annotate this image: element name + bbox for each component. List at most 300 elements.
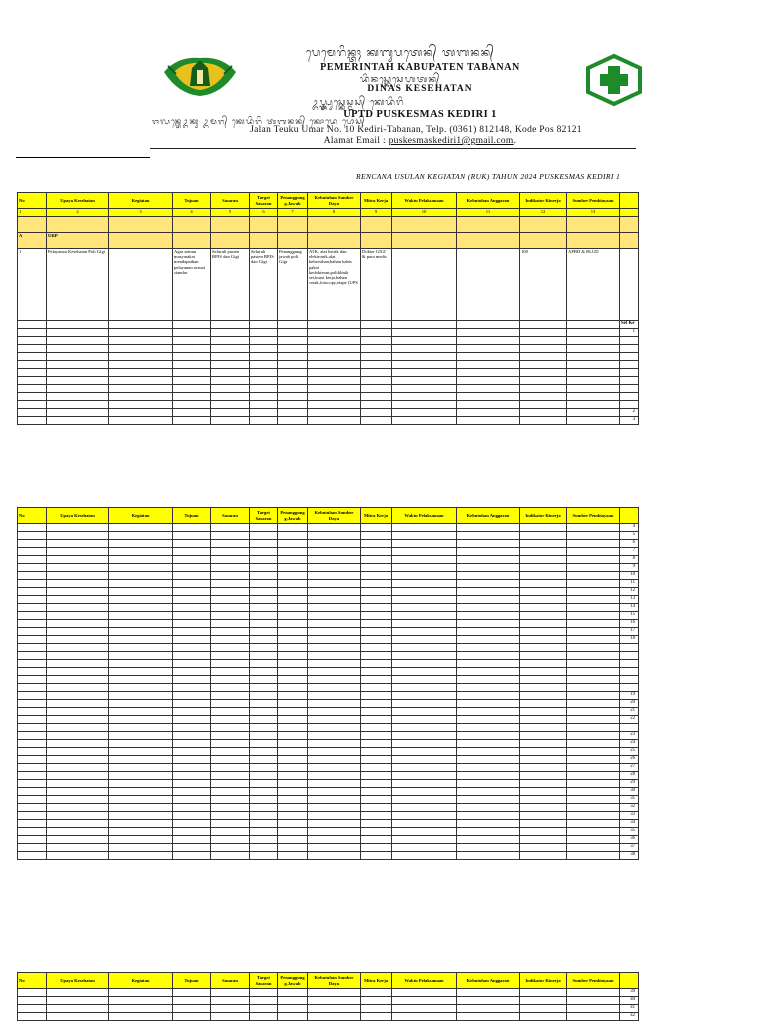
- table-cell: [308, 540, 361, 548]
- table-cell: [211, 1013, 250, 1021]
- table-cell: [250, 700, 278, 708]
- table-cell: [211, 668, 250, 676]
- entry-no: 1: [18, 249, 47, 321]
- table-row: [18, 700, 639, 708]
- letterhead-address: Jalan Teuku Umar No. 10 Kediri-Tabanan, Telp. (0361) 812148, Kode Pos 82121: [250, 125, 582, 135]
- table-cell: [250, 788, 278, 796]
- table-cell: [457, 556, 520, 564]
- table-cell: [173, 796, 211, 804]
- table-cell: [520, 1005, 567, 1013]
- table-cell: [567, 345, 620, 353]
- table-cell: [567, 812, 620, 820]
- table-cell: [361, 369, 392, 377]
- table-cell: [47, 345, 109, 353]
- table-cell: [520, 716, 567, 724]
- table-cell: [250, 1013, 278, 1021]
- table-cell: [278, 989, 308, 997]
- table-cell: [18, 596, 47, 604]
- table-cell: [567, 524, 620, 532]
- table-header-row: [18, 193, 639, 209]
- table-cell: [392, 684, 457, 692]
- table-row: [18, 740, 639, 748]
- table-cell: [520, 321, 567, 329]
- table-cell: [18, 393, 47, 401]
- ruk-table-page-2: [17, 507, 639, 860]
- table-cell: [211, 660, 250, 668]
- table-cell: [308, 321, 361, 329]
- balinese-script-line-4: ᬚᬮᬦ᭄ᬢᬾᬉᬓᬸ ᬉᬫᬭ᭄ ᬓᬾᬤᬶᬭᬶ ᬢᬩᬦᬦ᭄ ᬓᭀᬤᬾ ᬧᭀᬲ᭄: [152, 117, 366, 126]
- table-cell: [520, 820, 567, 828]
- colnum: 4: [173, 209, 211, 217]
- table-cell: [361, 852, 392, 860]
- table-cell: [567, 409, 620, 417]
- table-cell: [211, 361, 250, 369]
- table-cell: [361, 564, 392, 572]
- table-cell: [278, 668, 308, 676]
- table-cell: [308, 748, 361, 756]
- table-cell: [109, 417, 173, 425]
- table-cell: [361, 393, 392, 401]
- table-cell: [173, 321, 211, 329]
- table-cell: [361, 556, 392, 564]
- table-cell: [520, 676, 567, 684]
- table-cell: [567, 852, 620, 860]
- table-cell: [361, 804, 392, 812]
- table-cell: [361, 409, 392, 417]
- table-cell: [520, 572, 567, 580]
- table-cell: [18, 612, 47, 620]
- row-number: 1: [620, 329, 639, 337]
- table-row: [18, 684, 639, 692]
- table-cell: [308, 337, 361, 345]
- table-cell: [109, 780, 173, 788]
- table-cell: [109, 997, 173, 1005]
- table-cell: [18, 345, 47, 353]
- table-row: [18, 393, 639, 401]
- table-cell: [457, 812, 520, 820]
- table-cell: [457, 580, 520, 588]
- letterhead: [0, 0, 768, 160]
- table-cell: [109, 788, 173, 796]
- table-cell: [47, 548, 109, 556]
- table-row: [18, 724, 639, 732]
- table-row: [18, 844, 639, 852]
- row-number: 5: [620, 532, 639, 540]
- table-cell: [392, 409, 457, 417]
- table-cell: [250, 756, 278, 764]
- table-cell: [567, 377, 620, 385]
- table-cell: [392, 660, 457, 668]
- table-cell: [211, 764, 250, 772]
- table-cell: [173, 708, 211, 716]
- table-cell: [18, 756, 47, 764]
- table-row: [18, 620, 639, 628]
- table-cell: [278, 652, 308, 660]
- table-cell: [18, 524, 47, 532]
- header-extra: [620, 973, 639, 989]
- table-cell: [109, 732, 173, 740]
- table-cell: [520, 532, 567, 540]
- table-cell: [392, 361, 457, 369]
- table-row: [18, 652, 639, 660]
- table-cell: [250, 580, 278, 588]
- table-cell: [173, 377, 211, 385]
- table-cell: [520, 524, 567, 532]
- table-cell: [308, 724, 361, 732]
- table-cell: [361, 772, 392, 780]
- table-cell: [457, 353, 520, 361]
- table-cell: [18, 692, 47, 700]
- table-cell: [109, 828, 173, 836]
- table-cell: [392, 612, 457, 620]
- header-ksd: Kebutuhan Sumber Daya: [308, 973, 361, 989]
- table-row: [18, 692, 639, 700]
- section-code: A: [18, 233, 47, 249]
- table-cell: [173, 812, 211, 820]
- table-cell: [392, 604, 457, 612]
- table-cell: [18, 676, 47, 684]
- header-pj: Penanggung g.Jawab: [278, 508, 308, 524]
- table-cell: [109, 345, 173, 353]
- table-cell: [361, 780, 392, 788]
- table-cell: [361, 532, 392, 540]
- row-number: 27: [620, 764, 639, 772]
- table-cell: [278, 756, 308, 764]
- table-cell: [308, 604, 361, 612]
- table-cell: [173, 684, 211, 692]
- table-cell: [47, 409, 109, 417]
- table-cell: [567, 692, 620, 700]
- row-number: [620, 337, 639, 345]
- table-cell: [173, 620, 211, 628]
- table-cell: [173, 548, 211, 556]
- table-row: [18, 361, 639, 369]
- table-cell: [211, 812, 250, 820]
- table-cell: [567, 836, 620, 844]
- email-link[interactable]: puskesmaskediri1@gmail.com: [388, 136, 514, 146]
- table-cell: [457, 596, 520, 604]
- header-mitra: Mitra Kerja: [361, 973, 392, 989]
- table-cell: [250, 345, 278, 353]
- table-cell: [567, 628, 620, 636]
- table-row: [18, 612, 639, 620]
- table-cell: [47, 828, 109, 836]
- table-cell: [361, 620, 392, 628]
- letterhead-rule: [150, 148, 636, 149]
- row-number: [620, 353, 639, 361]
- table-cell: [457, 772, 520, 780]
- table-cell: [278, 321, 308, 329]
- table-cell: [567, 724, 620, 732]
- table-cell: [47, 684, 109, 692]
- table-cell: [18, 644, 47, 652]
- table-cell: [211, 796, 250, 804]
- table-row: [18, 580, 639, 588]
- table-cell: [457, 369, 520, 377]
- row-number: 41: [620, 1005, 639, 1013]
- table-cell: [392, 716, 457, 724]
- header-no: No: [18, 973, 47, 989]
- table-cell: [18, 788, 47, 796]
- table-cell: [392, 588, 457, 596]
- row-number: 14: [620, 604, 639, 612]
- table-cell: [18, 604, 47, 612]
- table-row: [18, 676, 639, 684]
- table-cell: [250, 385, 278, 393]
- table-cell: [250, 401, 278, 409]
- table-cell: [308, 684, 361, 692]
- table-cell: [361, 604, 392, 612]
- table-cell: [173, 836, 211, 844]
- table-cell: [567, 700, 620, 708]
- table-cell: [392, 852, 457, 860]
- table-cell: [520, 772, 567, 780]
- table-cell: [392, 596, 457, 604]
- table-cell: [308, 369, 361, 377]
- table-cell: [361, 385, 392, 393]
- row-number: 13: [620, 596, 639, 604]
- table-cell: [361, 997, 392, 1005]
- table-cell: [567, 684, 620, 692]
- row-number: 25: [620, 748, 639, 756]
- entry-tujuan: Agar semua masyarakat mendapatkan pelayanan sesuai standar: [173, 249, 211, 321]
- table-cell: [250, 716, 278, 724]
- table-cell: [173, 393, 211, 401]
- table-cell: [278, 748, 308, 756]
- table-cell: [173, 844, 211, 852]
- table-cell: [361, 401, 392, 409]
- table-cell: [211, 836, 250, 844]
- spacer-row: [18, 217, 639, 233]
- table-cell: [47, 804, 109, 812]
- row-number: 35: [620, 828, 639, 836]
- table-cell: [47, 724, 109, 732]
- table-cell: [520, 812, 567, 820]
- table-cell: [392, 804, 457, 812]
- table-cell: [250, 572, 278, 580]
- table-cell: [520, 844, 567, 852]
- table-cell: [250, 804, 278, 812]
- table-row: [18, 329, 639, 337]
- cell: [457, 233, 520, 249]
- table-cell: [173, 596, 211, 604]
- table-cell: [18, 724, 47, 732]
- table-cell: [211, 828, 250, 836]
- row-number: [620, 668, 639, 676]
- header-waktu: Waktu Pelaksanaan: [392, 973, 457, 989]
- table-cell: [567, 401, 620, 409]
- table-cell: [308, 668, 361, 676]
- table-cell: [520, 708, 567, 716]
- table-cell: [109, 377, 173, 385]
- table-cell: [250, 692, 278, 700]
- row-number: 37: [620, 844, 639, 852]
- table-cell: [250, 628, 278, 636]
- table-cell: [308, 788, 361, 796]
- table-cell: [278, 997, 308, 1005]
- table-cell: [109, 1005, 173, 1013]
- table-cell: [109, 636, 173, 644]
- table-cell: [457, 716, 520, 724]
- table-cell: [392, 377, 457, 385]
- table-cell: [457, 321, 520, 329]
- table-cell: [520, 393, 567, 401]
- table-cell: [250, 796, 278, 804]
- table-cell: [18, 588, 47, 596]
- table-cell: [250, 828, 278, 836]
- table-cell: [278, 692, 308, 700]
- table-row: [18, 556, 639, 564]
- table-row: [18, 812, 639, 820]
- table-row: [18, 660, 639, 668]
- table-cell: [392, 417, 457, 425]
- colnum: 11: [457, 209, 520, 217]
- table-cell: [173, 668, 211, 676]
- table-cell: [109, 844, 173, 852]
- table-row: [18, 836, 639, 844]
- table-cell: [361, 764, 392, 772]
- table-row: [18, 628, 639, 636]
- table-cell: [520, 700, 567, 708]
- table-cell: [308, 660, 361, 668]
- table-cell: [361, 700, 392, 708]
- table-cell: [392, 828, 457, 836]
- table-cell: [278, 684, 308, 692]
- row-number: 18: [620, 636, 639, 644]
- table-cell: [308, 676, 361, 684]
- table-cell: [361, 540, 392, 548]
- table-cell: [109, 756, 173, 764]
- table-cell: [278, 812, 308, 820]
- balinese-script-line-3: ᬉᬧ᭄ᬢ᭄ᬤ᭄ᬧᬸᬲ᭄ᬓᬾᬲ᭄ᬫᬲ᭄ ᬓᬾᬤᬶᬭᬶ: [312, 98, 405, 108]
- row-number: 33: [620, 812, 639, 820]
- table-cell: [392, 353, 457, 361]
- table-cell: [109, 393, 173, 401]
- table-cell: [173, 353, 211, 361]
- table-cell: [47, 836, 109, 844]
- table-cell: [361, 636, 392, 644]
- table-cell: [392, 580, 457, 588]
- table-cell: [211, 524, 250, 532]
- row-number: 3: [620, 417, 639, 425]
- table-cell: [18, 668, 47, 676]
- table-cell: [47, 788, 109, 796]
- letterhead-unit: UPTD PUSKESMAS KEDIRI 1: [343, 109, 497, 120]
- ruk-table-page-3: [17, 972, 639, 1021]
- entry-upaya: Pelayanan Kesehatan Poli Gigi: [47, 249, 109, 321]
- table-cell: [392, 676, 457, 684]
- colnum: 7: [278, 209, 308, 217]
- table-row: [18, 572, 639, 580]
- table-cell: [520, 329, 567, 337]
- table-cell: [392, 556, 457, 564]
- table-cell: [18, 580, 47, 588]
- header-target: Target Sasaran: [250, 973, 278, 989]
- table-row: [18, 852, 639, 860]
- table-row: [18, 337, 639, 345]
- table-cell: [457, 796, 520, 804]
- table-cell: [278, 337, 308, 345]
- table-cell: [47, 612, 109, 620]
- table-cell: [173, 524, 211, 532]
- table-cell: [18, 1013, 47, 1021]
- table-cell: [109, 820, 173, 828]
- table-cell: [392, 572, 457, 580]
- table-cell: [47, 1005, 109, 1013]
- header-target: Target Sasaran: [250, 193, 278, 209]
- table-cell: [278, 820, 308, 828]
- table-cell: [211, 788, 250, 796]
- table-cell: [47, 644, 109, 652]
- table-cell: [457, 780, 520, 788]
- entry-sumber: APBD & BLUD: [567, 249, 620, 321]
- table-row: [18, 1005, 639, 1013]
- table-cell: [250, 588, 278, 596]
- row-number: 20: [620, 700, 639, 708]
- table-row: [18, 732, 639, 740]
- table-cell: [18, 1005, 47, 1013]
- table-cell: [392, 564, 457, 572]
- table-cell: [173, 780, 211, 788]
- table-cell: [109, 700, 173, 708]
- table-cell: [109, 628, 173, 636]
- table-cell: [520, 764, 567, 772]
- table-cell: [211, 540, 250, 548]
- table-cell: [361, 692, 392, 700]
- table-cell: [361, 748, 392, 756]
- table-cell: [567, 321, 620, 329]
- table-cell: [392, 369, 457, 377]
- table-cell: [520, 684, 567, 692]
- table-cell: [308, 1013, 361, 1021]
- table-cell: [392, 748, 457, 756]
- table-cell: [211, 740, 250, 748]
- table-cell: [109, 612, 173, 620]
- table-cell: [173, 540, 211, 548]
- header-extra: [620, 193, 639, 209]
- table-cell: [278, 1005, 308, 1013]
- table-cell: [308, 612, 361, 620]
- table-row: [18, 596, 639, 604]
- table-cell: [18, 540, 47, 548]
- table-cell: [173, 361, 211, 369]
- entry-anggaran: [457, 249, 520, 321]
- table-cell: [211, 612, 250, 620]
- table-cell: [250, 596, 278, 604]
- table-cell: [47, 369, 109, 377]
- table-cell: [47, 636, 109, 644]
- table-cell: [47, 652, 109, 660]
- table-cell: [278, 804, 308, 812]
- table-cell: [361, 321, 392, 329]
- table-cell: [173, 989, 211, 997]
- table-cell: [173, 572, 211, 580]
- table-cell: [567, 369, 620, 377]
- table-cell: [173, 401, 211, 409]
- table-cell: [250, 820, 278, 828]
- table-cell: [520, 604, 567, 612]
- table-cell: [47, 989, 109, 997]
- table-cell: [47, 740, 109, 748]
- table-cell: [278, 676, 308, 684]
- row-number: [620, 684, 639, 692]
- table-cell: [278, 732, 308, 740]
- header-sasaran: Sasaran: [211, 973, 250, 989]
- table-cell: [211, 724, 250, 732]
- table-cell: [47, 321, 109, 329]
- table-row: [18, 708, 639, 716]
- table-cell: [250, 772, 278, 780]
